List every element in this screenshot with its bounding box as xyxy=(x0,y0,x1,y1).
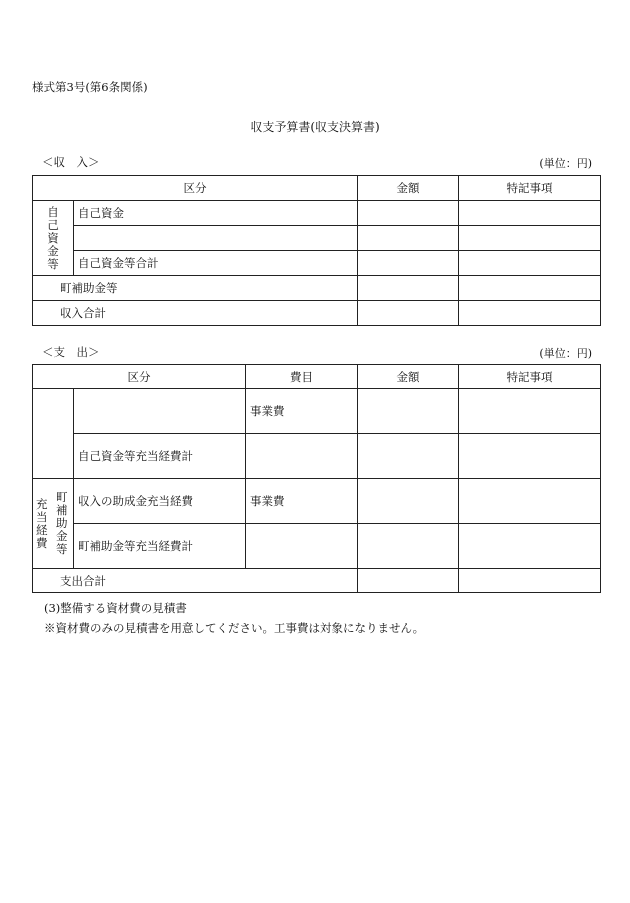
expense-table xyxy=(32,364,601,593)
income-group-own-funds-label: 自己資金等 xyxy=(47,204,59,271)
expense-row-own-funds-total-item xyxy=(246,434,358,479)
income-row-blank-label xyxy=(74,226,358,251)
expense-row-project-cost-1-remarks xyxy=(459,389,601,434)
income-row-total-remarks xyxy=(459,301,601,326)
expense-row-total xyxy=(33,569,601,593)
expense-row-own-funds-total xyxy=(33,434,601,479)
income-header-amount: 金額 xyxy=(358,176,459,201)
income-group-own-funds xyxy=(33,201,74,276)
document-title: 収支予算書(収支決算書) xyxy=(250,120,380,134)
expense-row-subsidy-expense-amount xyxy=(358,479,459,524)
expense-section-label: ＜支 出＞ xyxy=(42,345,100,359)
expense-group-outer xyxy=(33,479,51,569)
expense-row-project-cost-1-category xyxy=(74,389,246,434)
income-row-blank-amount xyxy=(358,226,459,251)
note-estimate-instruction: ※資材費のみの見積書を用意してください。工事費は対象になりません。 xyxy=(44,621,425,635)
income-row-town-subsidy-amount xyxy=(358,276,459,301)
expense-row-own-funds-total-amount xyxy=(358,434,459,479)
income-section-label: ＜収 入＞ xyxy=(42,155,100,169)
expense-row-town-subsidy-total-label: 町補助金等充当経費計 xyxy=(74,524,246,569)
expense-header-amount: 金額 xyxy=(358,365,459,389)
income-row-blank xyxy=(33,226,601,251)
expense-row-project-cost-1 xyxy=(33,389,601,434)
income-header-category: 区分 xyxy=(33,176,358,201)
expense-row-subsidy-expense-label: 収入の助成金充当経費 xyxy=(74,479,246,524)
expense-row-total-amount xyxy=(358,569,459,593)
expense-header-category: 区分 xyxy=(33,365,246,389)
income-row-total-amount xyxy=(358,301,459,326)
income-row-own-funds-remarks xyxy=(459,201,601,226)
expense-header-remarks: 特記事項 xyxy=(459,365,601,389)
expense-unit-label: (単位：円) xyxy=(539,347,592,360)
expense-group-inner-label: 町補助金等 xyxy=(56,490,68,556)
expense-row-town-subsidy-total-item xyxy=(246,524,358,569)
income-row-own-funds-total-remarks xyxy=(459,251,601,276)
expense-row-town-subsidy-total xyxy=(33,524,601,569)
form-number: 様式第3号(第6条関係) xyxy=(32,80,148,94)
expense-row-project-cost-2-item: 事業費 xyxy=(246,479,358,524)
expense-row-own-funds-total-label: 自己資金等充当経費計 xyxy=(74,434,246,479)
income-header-row xyxy=(33,176,601,201)
income-header-remarks: 特記事項 xyxy=(459,176,601,201)
income-unit-label: (単位：円) xyxy=(539,157,592,170)
expense-row-town-subsidy-total-remarks xyxy=(459,524,601,569)
income-row-own-funds-total xyxy=(33,251,601,276)
income-row-total xyxy=(33,301,601,326)
expense-row-total-remarks xyxy=(459,569,601,593)
income-row-town-subsidy-remarks xyxy=(459,276,601,301)
income-row-own-funds-total-label: 自己資金等合計 xyxy=(74,251,358,276)
expense-header-item: 費目 xyxy=(246,365,358,389)
expense-row-total-label: 支出合計 xyxy=(33,569,358,593)
expense-header-row xyxy=(33,365,601,389)
expense-row-project-cost-1-item: 事業費 xyxy=(246,389,358,434)
expense-row-project-cost-1-amount xyxy=(358,389,459,434)
expense-group-inner xyxy=(51,479,74,569)
income-table xyxy=(32,175,601,326)
income-row-town-subsidy xyxy=(33,276,601,301)
income-row-total-label: 収入合計 xyxy=(33,301,358,326)
expense-row-town-subsidy-total-amount xyxy=(358,524,459,569)
expense-group-outer-label: 充当経費 xyxy=(36,496,48,550)
expense-row-subsidy-expense-remarks xyxy=(459,479,601,524)
expense-row-own-funds-total-remarks xyxy=(459,434,601,479)
income-row-blank-remarks xyxy=(459,226,601,251)
expense-row-subsidy-expense xyxy=(33,479,601,524)
income-row-own-funds xyxy=(33,201,601,226)
note-estimate-heading: (3)整備する資材費の見積書 xyxy=(44,601,187,615)
expense-group-own-funds-blank xyxy=(33,389,74,479)
income-row-own-funds-amount xyxy=(358,201,459,226)
income-row-own-funds-label: 自己資金 xyxy=(74,201,358,226)
income-row-own-funds-total-amount xyxy=(358,251,459,276)
income-row-town-subsidy-label: 町補助金等 xyxy=(33,276,358,301)
